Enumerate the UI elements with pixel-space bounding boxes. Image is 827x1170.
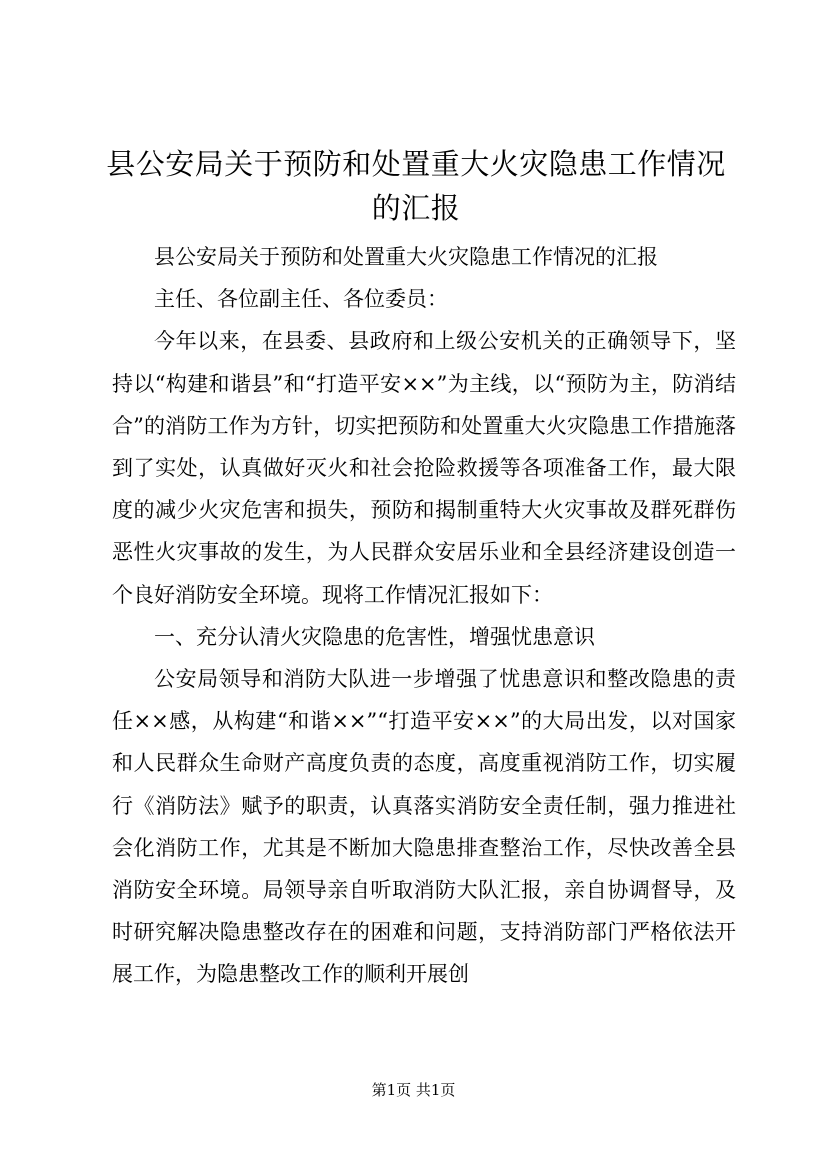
page-footer: 第1页 共1页 [371, 1081, 456, 1099]
paragraph-intro: 今年以来，在县委、县政府和上级公安机关的正确领导下，坚持以“构建和谐县”和“打造平安××”为主线，以“预防为主，防消结合”的消防工作为方针，切实把预防和处置重大火灾隐患工作措施落到了实处，认真做好灭火和社会抢险救援等各项准备工作，最大限度的减少火灾危害和损失，预防和揭制重特大火灾事故及群死群伤恶性火灾事故的发生，为人民群众安居乐业和全县经济建设创造一个良好消防安全环境。现将工作情况汇报如下： [112, 329, 736, 607]
document-title: 县公安局关于预防和处置重大火灾隐患工作情况的汇报 [106, 147, 726, 225]
document-body [112, 236, 736, 996]
document-subtitle: 县公安局关于预防和处置重大火灾隐患工作情况的汇报 [154, 245, 658, 269]
salutation: 主任、各位副主任、各位委员： [154, 287, 448, 312]
paragraph-section-1: 公安局领导和消防大队进一步增强了忧患意识和整改隐患的责任××感，从构建“和谐××”“打造平安××”的大局出发，以对国家和人民群众生命财产高度负责的态度，高度重视消防工作，切实履行《消防法》赋予的职责，认真落实消防安全责任制，强力推进社会化消防工作，尤其是不断加大隐患排查整治工作，尽快改善全县消防安全环境。局领导亲自听取消防大队汇报，亲自协调督导，及时研究解决隐患整改存在的困难和问题，支持消防部门严格依法开展工作，为隐患整改工作的顺利开展创 [112, 667, 736, 987]
section-heading-1: 一、充分认清火灾隐患的危害性，增强忧患意识 [154, 624, 595, 649]
